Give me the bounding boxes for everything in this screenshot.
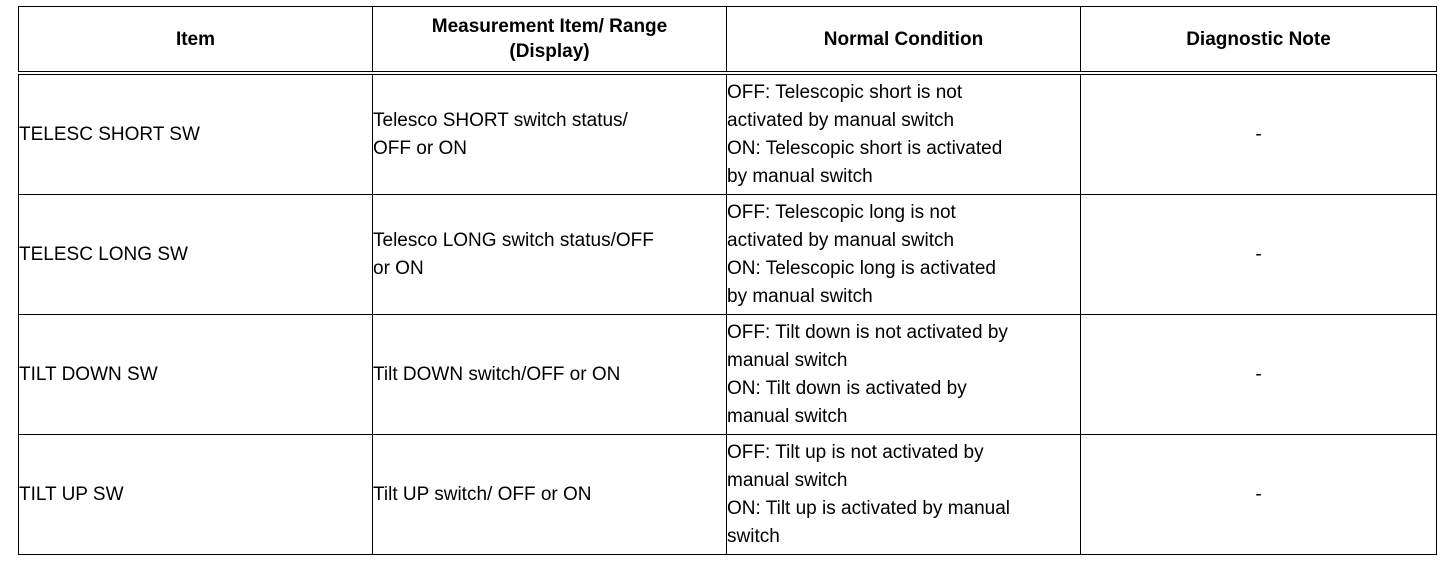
condition-text: activated by manual switch bbox=[727, 109, 955, 131]
condition-text: ON: Telescopic long is activated bbox=[727, 257, 996, 279]
header-measurement-range bbox=[373, 7, 727, 74]
condition-text: manual switch bbox=[727, 405, 848, 427]
diagnostic-note-cell: - bbox=[1081, 195, 1437, 315]
condition-text: OFF: Tilt up is not activated by bbox=[727, 441, 984, 463]
item-cell: TELESC SHORT SW bbox=[19, 73, 373, 195]
range-text: Tilt UP switch/ OFF or ON bbox=[373, 483, 592, 505]
header-normal-condition: Normal Condition bbox=[727, 7, 1081, 74]
condition-text: ON: Tilt up is activated by manual bbox=[727, 497, 1011, 519]
data-monitor-table bbox=[18, 6, 1437, 555]
range-cell bbox=[373, 73, 727, 195]
item-cell: TELESC LONG SW bbox=[19, 195, 373, 315]
condition-text: manual switch bbox=[727, 469, 848, 491]
header-measurement-range-line2: (Display) bbox=[509, 41, 590, 62]
table-row bbox=[19, 195, 1437, 315]
normal-condition-cell bbox=[727, 315, 1081, 435]
header-measurement-range-line1: Measurement Item/ Range bbox=[431, 16, 668, 37]
range-text: OFF or ON bbox=[373, 137, 467, 159]
table-row bbox=[19, 73, 1437, 195]
condition-text: OFF: Tilt down is not activated by bbox=[727, 321, 1008, 343]
condition-text: ON: Tilt down is activated by bbox=[727, 377, 967, 399]
condition-text: manual switch bbox=[727, 349, 848, 371]
normal-condition-cell bbox=[727, 195, 1081, 315]
condition-text: OFF: Telescopic short is not bbox=[727, 81, 963, 103]
condition-text: by manual switch bbox=[727, 285, 873, 307]
normal-condition-cell bbox=[727, 435, 1081, 555]
table-row bbox=[19, 315, 1437, 435]
header-item: Item bbox=[19, 7, 373, 74]
table-body bbox=[19, 73, 1437, 555]
range-cell bbox=[373, 435, 727, 555]
condition-text: by manual switch bbox=[727, 165, 873, 187]
diagnostic-note-cell: - bbox=[1081, 435, 1437, 555]
range-cell bbox=[373, 195, 727, 315]
table-header bbox=[19, 7, 1437, 74]
range-text: Telesco LONG switch status/OFF bbox=[373, 229, 654, 251]
condition-text: OFF: Telescopic long is not bbox=[727, 201, 956, 223]
diagnostic-table-container bbox=[18, 6, 1437, 555]
condition-text: activated by manual switch bbox=[727, 229, 955, 251]
normal-condition-cell bbox=[727, 73, 1081, 195]
range-text: Tilt DOWN switch/OFF or ON bbox=[373, 363, 621, 385]
header-row bbox=[19, 7, 1437, 74]
range-cell bbox=[373, 315, 727, 435]
item-cell: TILT DOWN SW bbox=[19, 315, 373, 435]
range-text: Telesco SHORT switch status/ bbox=[373, 109, 628, 131]
diagnostic-note-cell: - bbox=[1081, 315, 1437, 435]
condition-text: ON: Telescopic short is activated bbox=[727, 137, 1003, 159]
diagnostic-note-cell: - bbox=[1081, 73, 1437, 195]
item-cell: TILT UP SW bbox=[19, 435, 373, 555]
range-text: or ON bbox=[373, 257, 424, 279]
table-row bbox=[19, 435, 1437, 555]
header-diagnostic-note: Diagnostic Note bbox=[1081, 7, 1437, 74]
condition-text: switch bbox=[727, 525, 780, 547]
